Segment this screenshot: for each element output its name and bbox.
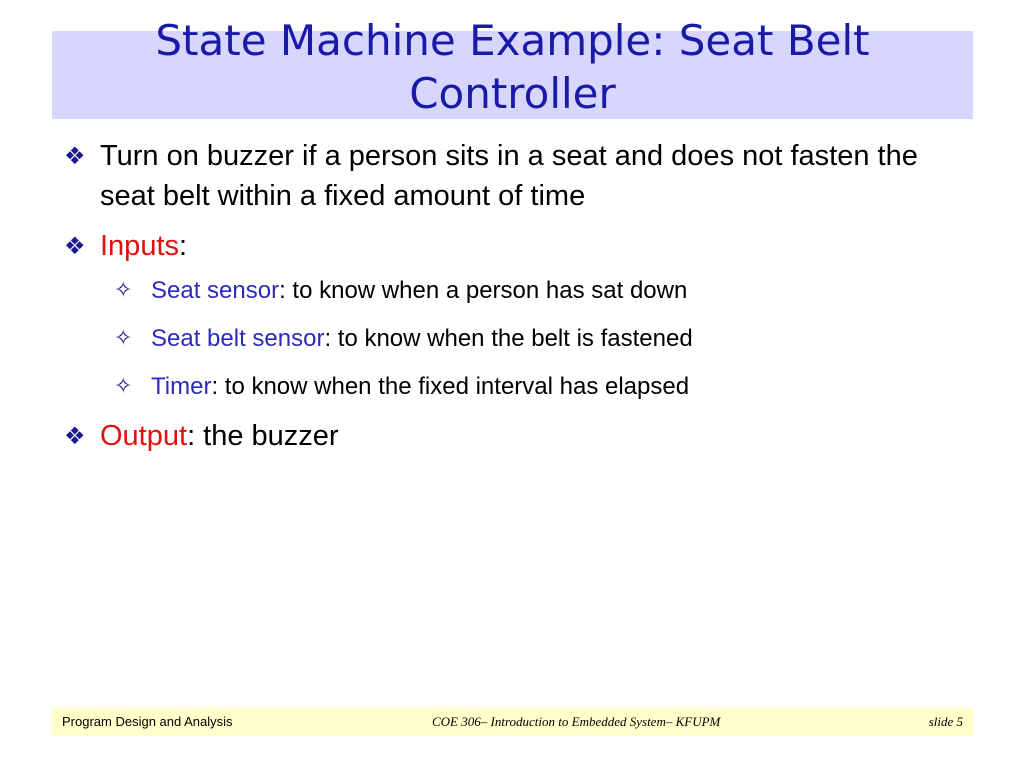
four-point-star-icon: ✧ [114, 326, 133, 351]
output-text: : the buzzer [187, 420, 339, 452]
four-point-star-icon: ✧ [114, 278, 133, 303]
inputs-label: Inputs [100, 230, 179, 262]
footer-course-name: COE 306– Introduction to Embedded System– KFUPM [432, 714, 721, 729]
diamond-bullet-icon: ❖ [64, 422, 86, 450]
bullet-item-inputs [60, 226, 960, 266]
four-point-star-icon: ✧ [114, 374, 133, 399]
seat-sensor-text: : to know when a person has sat down [279, 277, 688, 304]
timer-text: : to know when the fixed interval has elapsed [211, 373, 690, 400]
sub-item-seat-sensor [60, 275, 960, 306]
timer-label: Timer [151, 373, 212, 400]
seat-belt-sensor-label: Seat belt sensor [151, 325, 325, 352]
output-label: Output [100, 420, 188, 452]
bullet-item-output [60, 416, 960, 456]
bullet-item-description [60, 136, 960, 216]
sub-item-timer [60, 371, 960, 402]
diamond-bullet-icon: ❖ [64, 232, 86, 260]
seat-sensor-label: Seat sensor [151, 277, 280, 304]
slide-title: State Machine Example: Seat Belt Controller [155, 16, 870, 118]
footer-slide-number: slide 5 [928, 714, 963, 729]
inputs-colon: : [179, 230, 188, 262]
sub-item-seat-belt-sensor [60, 323, 960, 354]
slide-footer [52, 708, 973, 736]
bullet-list [60, 136, 960, 456]
footer-section-title: Program Design and Analysis [62, 714, 233, 729]
diamond-bullet-icon: ❖ [64, 142, 86, 170]
bullet-text: Turn on buzzer if a person sits in a seat and does not fasten the seat belt within a fixed amount of time [100, 140, 918, 212]
seat-belt-sensor-text: : to know when the belt is fastened [324, 325, 693, 352]
